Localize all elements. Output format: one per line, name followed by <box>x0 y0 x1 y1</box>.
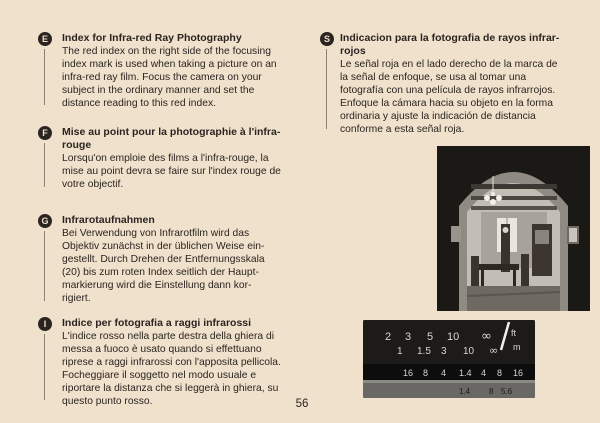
section-french <box>38 124 328 190</box>
body-line: Objektiv zunächst in der üblichen Weise ein- <box>62 241 265 252</box>
body-line: markierung wird die Einstellung dann kor- <box>62 280 252 291</box>
body-line: questo punto rosso. <box>62 396 153 407</box>
feet-tick: 2 <box>385 331 392 343</box>
page-number: 56 <box>295 398 309 410</box>
ft-label: ft <box>511 328 517 338</box>
section-title: Indicacion para la fotografia de rayos infrar- <box>340 32 560 44</box>
body-line: L'indice rosso nella parte destra della ghiera di <box>62 331 275 342</box>
interior-photo-drawing <box>437 146 590 311</box>
body-line: (20) bis zum roten Index seitlich der Haupt- <box>62 267 259 278</box>
section-rule <box>44 49 45 105</box>
section-title: Index for Infra-red Ray Photography <box>62 32 242 44</box>
body-line: messa a fuoco è usato quando si effettuano <box>62 344 262 355</box>
language-badge-g: G <box>38 214 52 228</box>
body-line: Le señal roja en el lado derecho de la marca de <box>340 59 558 70</box>
meter-tick: 1 <box>397 346 403 357</box>
feet-tick: ∞ <box>481 329 492 344</box>
interior-photo <box>437 146 590 311</box>
language-badge-s: S <box>320 32 334 46</box>
language-badge-f: F <box>38 126 52 140</box>
body-line: conforme a esta señal roja. <box>340 124 465 135</box>
dof-tick: 16 <box>403 368 414 378</box>
feet-tick: 5 <box>427 331 434 343</box>
body-line: Lorsqu'on emploie des films a l'infra-rouge, la <box>62 153 269 164</box>
meter-tick: 1.5 <box>417 346 431 357</box>
body-line: The red index on the right side of the focusing <box>62 46 271 57</box>
feet-tick: 10 <box>447 331 460 343</box>
body-line: votre objectif. <box>62 179 124 190</box>
section-title-cont: rouge <box>62 139 92 151</box>
section-rule <box>326 49 327 129</box>
body-line: riprese a raggi infrarossi con l'apposita pellicola. <box>62 357 281 368</box>
section-title: Indice per fotografia a raggi infrarossi <box>62 317 252 329</box>
body-line: rigiert. <box>62 293 91 304</box>
body-line: index mark is used when taking a picture on an <box>62 59 277 70</box>
section-rule <box>44 231 45 301</box>
body-line: mise au point devra se faire sur l'index rouge de <box>62 166 281 177</box>
meter-tick: 3 <box>441 346 447 357</box>
aperture-tick: 1.4 <box>459 387 471 396</box>
section-rule <box>44 334 45 400</box>
section-title: Mise au point pour la photographie à l'infra- <box>62 126 281 138</box>
section-spanish <box>320 29 595 133</box>
body-line: infra-red ray film. Focus the camera on your <box>62 72 262 83</box>
dof-tick: 8 <box>497 368 503 378</box>
section-title: Infrarotaufnahmen <box>62 214 155 226</box>
m-label: m <box>513 342 521 352</box>
dof-tick: 4 <box>441 368 447 378</box>
section-german <box>38 212 328 302</box>
body-line: gestellt. Durch Drehen der Entfernungsskala <box>62 254 265 265</box>
language-badge-e: E <box>38 32 52 46</box>
language-badge-i: I <box>38 317 52 331</box>
body-line: fotografía con una película de rayos infrarrojos. <box>340 85 556 96</box>
lens-scale-drawing <box>363 320 535 398</box>
dof-tick: 16 <box>513 368 524 378</box>
meter-tick: 10 <box>463 346 475 357</box>
aperture-tick: 5.6 <box>501 387 513 396</box>
body-line: Bei Verwendung von Infrarotfilm wird das <box>62 228 250 239</box>
dof-tick: 8 <box>423 368 429 378</box>
body-line: Focheggiare il soggetto nel modo usuale e <box>62 370 257 381</box>
body-line: la señal de enfoque, se usa al tomar una <box>340 72 527 83</box>
feet-tick: 3 <box>405 331 412 343</box>
body-line: riportare la distanza che si leggerà in ghiera, su <box>62 383 279 394</box>
body-line: subject in the ordinary manner and set the <box>62 85 255 96</box>
body-line: ordinaria y ajuste la indicación de distancia <box>340 111 536 122</box>
body-line: distance reading to this red index. <box>62 98 216 109</box>
aperture-tick: 8 <box>489 387 494 396</box>
body-line: Enfoque la cámara hacia su objeto en la forma <box>340 98 553 109</box>
meter-tick: ∞ <box>489 344 499 357</box>
section-title-cont: rojos <box>340 45 366 57</box>
dof-tick: 4 <box>481 368 487 378</box>
dof-tick: 1.4 <box>459 368 472 378</box>
section-english <box>38 29 328 109</box>
section-rule <box>44 143 45 187</box>
lens-scale-photo <box>363 320 535 398</box>
